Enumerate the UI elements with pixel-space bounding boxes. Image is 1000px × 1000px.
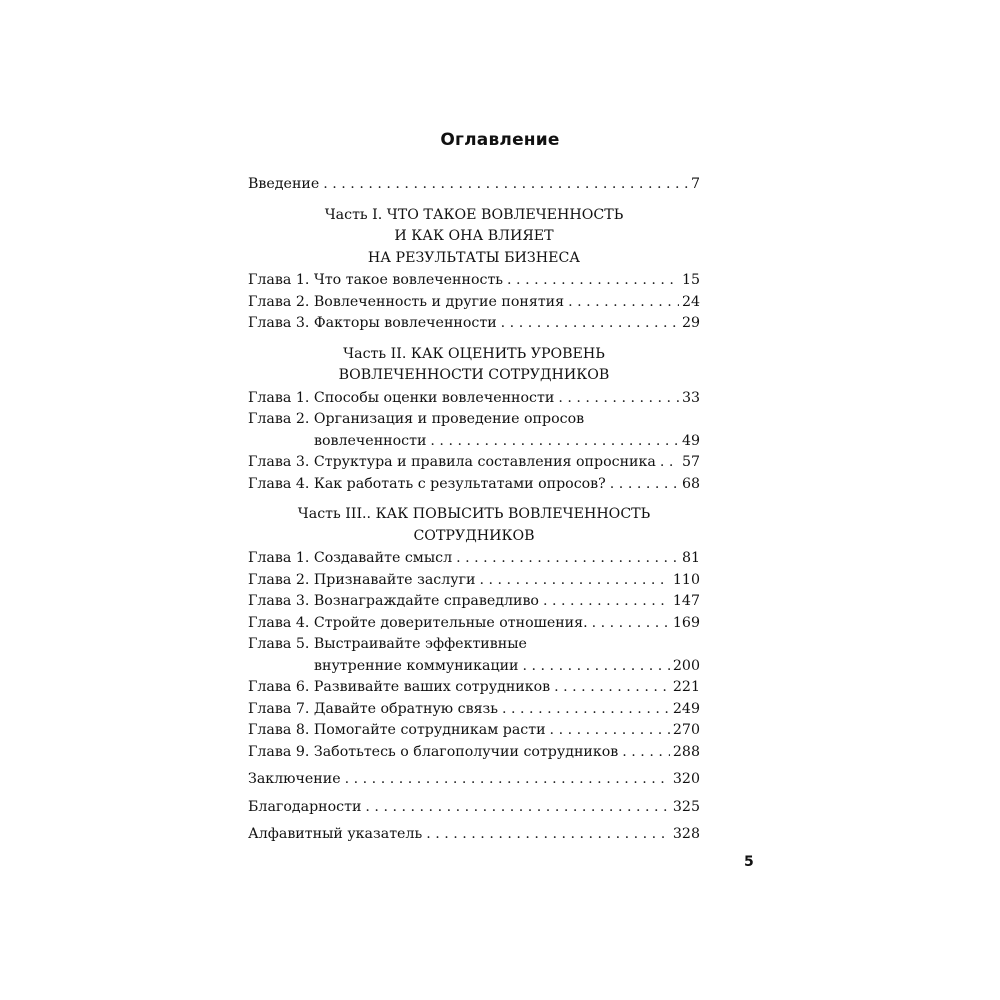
leader-dots <box>430 431 679 453</box>
toc-entry-chapter[interactable] <box>248 656 700 678</box>
part-heading-line: И КАК ОНА ВЛИЯЕТ <box>394 228 554 244</box>
toc-entry-label: Глава 2. Признавайте заслуги <box>248 571 476 588</box>
toc-entry-label: Заключение <box>248 771 341 787</box>
toc-entry-chapter[interactable] <box>248 474 700 496</box>
leader-dots <box>345 769 670 791</box>
part-heading-line: Часть III.. КАК ПОВЫСИТЬ ВОВЛЕЧЕННОСТЬ <box>297 506 651 522</box>
toc-entry-page: 221 <box>672 679 700 695</box>
leader-dots <box>592 613 670 635</box>
toc-entry-acknowledgements[interactable] <box>248 797 700 819</box>
toc-entry-chapter[interactable] <box>248 742 700 764</box>
leader-dots <box>507 270 679 292</box>
leader-dots <box>622 742 670 764</box>
toc-entry-chapter[interactable] <box>248 677 700 699</box>
leader-dots <box>543 591 670 613</box>
leader-dots <box>568 292 679 314</box>
toc-entry-label: Глава 1. Что такое вовлеченность <box>248 272 504 288</box>
toc-entry-page: 68 <box>681 475 700 492</box>
toc-entry-chapter[interactable] <box>248 452 700 474</box>
toc-entry-chapter[interactable] <box>248 570 700 592</box>
toc-entry-index[interactable] <box>248 824 700 846</box>
leader-dots <box>426 824 670 846</box>
toc-entry-page: 15 <box>681 272 700 288</box>
part-heading-line: ВОВЛЕЧЕННОСТИ СОТРУДНИКОВ <box>338 367 610 383</box>
toc-entry-chapter[interactable] <box>248 388 700 410</box>
toc-entry-chapter[interactable] <box>248 613 700 635</box>
leader-dots <box>501 313 679 335</box>
toc-entry-page: 169 <box>672 614 700 631</box>
toc-entry-chapter[interactable] <box>248 270 700 292</box>
toc-entry-page: 270 <box>672 722 700 738</box>
toc-entry-label: Глава 3. Структура и правила составления опросника <box>248 454 656 470</box>
toc-entry-page: 33 <box>681 389 700 406</box>
part-heading-line: Часть I. ЧТО ТАКОЕ ВОВЛЕЧЕННОСТЬ <box>324 206 624 223</box>
toc-entry-label: Введение <box>248 176 320 192</box>
part-heading-2 <box>248 344 700 387</box>
toc-entry-label: Глава 3. Факторы вовлеченности <box>248 315 497 331</box>
toc-entry-label: Глава 3. Вознаграждайте справедливо <box>248 593 539 609</box>
leader-dots <box>502 699 670 721</box>
toc-entry-label: Глава 9. Заботьтесь о благополучии сотрудников <box>248 743 619 760</box>
toc-entry-chapter[interactable] <box>248 292 700 314</box>
toc-entry-introduction[interactable] <box>248 174 700 196</box>
leader-dots <box>550 720 670 742</box>
toc-entry-label: Глава 2. Вовлеченность и другие понятия <box>248 293 565 310</box>
toc-entry-page: 249 <box>672 700 700 717</box>
toc-entry-chapter[interactable] <box>248 699 700 721</box>
leader-dots <box>523 656 670 678</box>
leader-dots <box>365 797 670 819</box>
toc-entry-page: 81 <box>681 550 700 566</box>
part-heading-3 <box>248 504 700 547</box>
toc-entry-label-continued: внутренние коммуникации <box>314 657 519 674</box>
toc-entry-chapter-line[interactable] <box>248 634 700 656</box>
toc-entry-page: 7 <box>690 176 700 192</box>
toc-entry-label: Благодарности <box>248 798 362 815</box>
toc-entry-page: 147 <box>672 593 700 609</box>
toc-entry-page: 325 <box>672 798 700 815</box>
toc-entry-chapter[interactable] <box>248 431 700 453</box>
toc-entry-label-continued: вовлеченности <box>314 432 427 449</box>
toc-entry-label: Глава 7. Давайте обратную связь <box>248 700 498 717</box>
toc-entry-label: Глава 1. Создавайте смысл <box>248 550 453 566</box>
leader-dots <box>558 388 679 410</box>
toc-entry-page: 328 <box>672 826 700 842</box>
leader-dots <box>660 452 679 474</box>
toc-entry-label: Глава 4. Стройте доверительные отношения. <box>248 614 588 631</box>
part-heading-line: Часть II. КАК ОЦЕНИТЬ УРОВЕНЬ <box>343 345 605 362</box>
toc-entry-chapter[interactable] <box>248 313 700 335</box>
toc-entry-label: Глава 5. Выстраивайте эффективные <box>248 636 527 652</box>
toc-entry-page: 288 <box>672 743 700 760</box>
part-heading-line: СОТРУДНИКОВ <box>413 527 535 544</box>
toc-entry-conclusion[interactable] <box>248 769 700 791</box>
table-of-contents <box>248 174 700 846</box>
leader-dots <box>610 474 679 496</box>
toc-entry-label: Глава 2. Организация и проведение опросов <box>248 411 585 427</box>
toc-entry-page: 110 <box>672 571 700 588</box>
toc-entry-label: Алфавитный указатель <box>248 826 423 842</box>
toc-entry-page: 57 <box>681 454 700 470</box>
toc-entry-chapter[interactable] <box>248 591 700 613</box>
toc-entry-page: 320 <box>672 771 700 787</box>
toc-entry-page: 24 <box>681 293 700 310</box>
toc-entry-label: Глава 4. Как работать с результатами опросов? <box>248 475 606 492</box>
toc-entry-page: 200 <box>672 657 700 674</box>
toc-entry-label: Глава 6. Развивайте ваших сотрудников <box>248 679 551 695</box>
toc-entry-chapter[interactable] <box>248 548 700 570</box>
toc-entry-chapter-line[interactable] <box>248 409 700 431</box>
leader-dots <box>323 174 688 196</box>
part-heading-line: НА РЕЗУЛЬТАТЫ БИЗНЕСА <box>367 249 581 266</box>
leader-dots <box>554 677 670 699</box>
toc-entry-chapter[interactable] <box>248 720 700 742</box>
page-title: Оглавление <box>440 130 560 150</box>
leader-dots <box>456 548 679 570</box>
leader-dots <box>479 570 669 592</box>
toc-entry-label: Глава 1. Способы оценки вовлеченности <box>248 389 555 406</box>
page-number: 5 <box>744 854 754 870</box>
part-heading-1 <box>248 205 700 270</box>
toc-entry-page: 29 <box>681 315 700 331</box>
toc-entry-page: 49 <box>681 432 700 449</box>
toc-entry-label: Глава 8. Помогайте сотрудникам расти <box>248 722 546 738</box>
